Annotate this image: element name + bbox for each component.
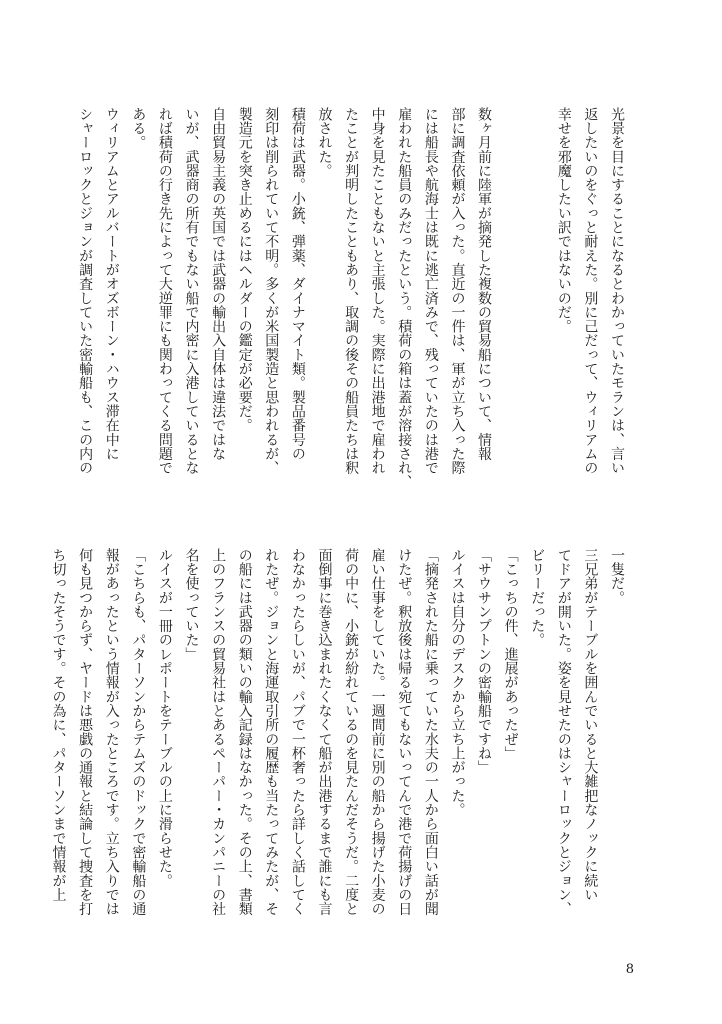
text-line: てドアが開いた。姿を見せたのはシャーロックとジョン、	[555, 548, 572, 916]
text-line: ビリーだった。	[529, 548, 546, 648]
text-line: 上のフランスの貿易社はとあるペーパー・カンパニーの社	[210, 548, 227, 916]
text-line: 「サウサンプトンの密輸船ですね」	[476, 548, 493, 775]
text-line: 自由貿易主義の英国では武器の輸出入自体は違法ではな	[210, 107, 227, 461]
text-line: 「こっちの件、進展があったぜ」	[502, 548, 519, 761]
page-number: 8	[625, 962, 634, 977]
text-line: 光景を目にすることになるとわかっていたモランは、言い	[609, 107, 625, 475]
text-line: 荷の中に、小銃が紛れているのを見たんだそうだ。二度と	[343, 548, 360, 916]
text-line: の船には武器の類いの輸入記録はなかった。その上、書類	[236, 548, 253, 916]
top-text-block	[77, 107, 630, 507]
bottom-text-block	[50, 548, 630, 948]
text-line: 名を使っていた」	[183, 548, 200, 662]
text-line: けたぜ。釈放後は帰る宛てもないってんで港で荷揚げの日	[396, 548, 413, 916]
blank-line	[524, 107, 551, 507]
text-line: 返したいのをぐっと耐えた。別に己だって、ウィリアムの	[582, 107, 599, 475]
text-line: 積荷は武器。小銃、弾薬、ダイナマイト類。製品番号の	[289, 107, 306, 461]
text-line: には船長や航海士は既に逃亡済みで、残っていたのは港で	[422, 107, 439, 475]
text-line: 雇い仕事をしていた。一週間前に別の船から揚げた小麦の	[369, 548, 386, 916]
text-line: 数ヶ月前に陸軍が摘発した複数の貿易船について、情報	[476, 107, 493, 461]
text-line: 「摘発された船に乗っていた水夫の一人から面白い話が聞	[422, 548, 439, 916]
text-line: 雇われた船員のみだったという。積荷の箱は蓋が溶接され、	[396, 107, 413, 490]
text-line: 部に調査依頼が入った。直近の一件は、軍が立ち入った際	[449, 107, 466, 475]
text-line: 何も見つからず、ヤードは悪戯の通報と結論して捜査を打	[77, 548, 94, 916]
text-line: 報があったという情報が入ったところです。立ち入りでは	[103, 548, 120, 916]
text-line: ち切ったそうです。その為に、パターソンまで情報が上	[50, 548, 67, 902]
text-line: ウィリアムとアルバートがオズボーン・ハウス滞在中に	[103, 107, 120, 461]
text-line: わなかったらしいが、パブで一杯奢ったら詳しく話してく	[289, 548, 306, 916]
text-line: れたぜ。ジョンと海運取引所の履歴も当たってみたが、そ	[263, 548, 280, 916]
text-line: 「こちらも、パターソンからテムズのドックで密輸船の通	[130, 548, 147, 916]
text-line: 中身を見たこともないと主張した。実際に出港地で雇われ	[369, 107, 386, 475]
text-line: いが、武器商の所有でもない船で内密に入港しているとな	[183, 107, 200, 475]
text-line: ルイスは自分のデスクから立ち上がった。	[449, 548, 466, 817]
text-line: 刻印は削られていて不明。多くが米国製造と思われるが、	[263, 107, 280, 475]
text-line: 三兄弟がテーブルを囲んでいると大雑把なノックに続い	[582, 548, 599, 902]
text-line: 面倒事に巻き込まれたくなくて船が出港するまで誰にも言	[316, 548, 333, 916]
text-line: れば積荷の行き先によって大逆罪にも関わってくる問題で	[156, 107, 173, 475]
text-line: 幸せを邪魔したい訳ではないのだ。	[555, 107, 572, 334]
text-line: シャーロックとジョンが調査していた密輸船も、この内の	[77, 107, 94, 475]
text-line: 製造元を突き止めるにはヘルダーの鑑定が必要だ。	[236, 107, 253, 433]
text-line: 放された。	[316, 107, 333, 178]
blank-line	[497, 107, 524, 507]
text-line: 一隻だ。	[609, 548, 625, 605]
text-line: ルイスが一冊のレポートをテーブルの上に滑らせた。	[156, 548, 173, 888]
text-line: ある。	[130, 107, 147, 150]
text-line: たことが判明したこともあり、取調の後その船員たちは釈	[343, 107, 360, 475]
